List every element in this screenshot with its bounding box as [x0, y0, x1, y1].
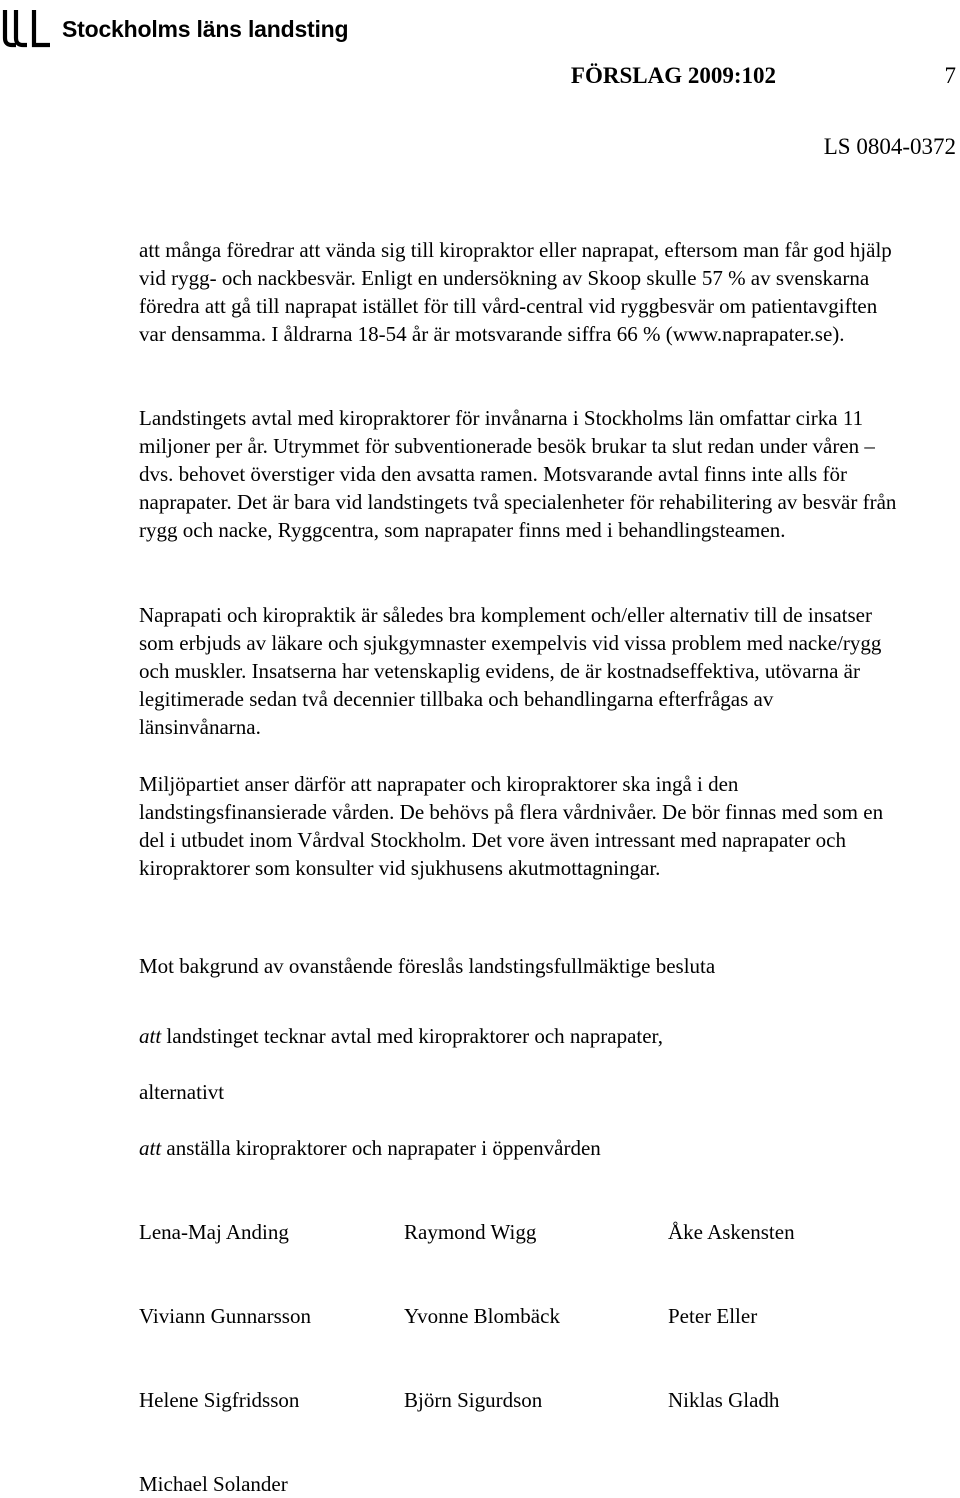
paragraph-4: Miljöpartiet anser därför att naprapater och kiropraktorer ska ingå i den landstingsfinansierade vården. De behövs på flera vårdnivåer. De bör finnas med som en del i utbudet inom Vårdval Stockholm. Det vore även intressant med naprapater och kiropraktorer som konsulter vid sjukhusens akutmottagningar.	[139, 772, 884, 880]
signatory: Björn Sigurdson	[404, 1388, 543, 1412]
att-keyword: att	[139, 1136, 162, 1160]
proposal-1	[139, 1022, 899, 1050]
logo-text: Stockholms läns landsting	[62, 15, 349, 42]
signatory: Raymond Wigg	[404, 1220, 537, 1244]
paragraph-1: att många föredrar att vända sig till kiropraktor eller naprapat, eftersom man får god hjälp vid rygg- och nackbesvär. Enligt en undersökning av Skoop skulle 57 % av svenskarna föredra att gå till naprapat istället för till vård-central vid ryggbesvär om patientavgiften var densamma. I åldrarna 18-54 år är motsvarande siffra 66 % (www.naprapater.se).	[139, 238, 892, 346]
proposal-1-text: landstinget tecknar avtal med kiropraktorer och naprapater,	[161, 1024, 663, 1048]
signatory: Lena-Maj Anding	[139, 1220, 289, 1244]
att-keyword: att	[139, 1024, 162, 1048]
signatory: Yvonne Blombäck	[404, 1304, 560, 1328]
signatory: Niklas Gladh	[668, 1388, 780, 1412]
signatory: Peter Eller	[668, 1304, 758, 1328]
organization-logo	[0, 8, 348, 48]
document-series: FÖRSLAG 2009:102	[570, 63, 776, 88]
page-number: 7	[944, 63, 956, 88]
alternative-label: alternativt	[139, 1080, 225, 1104]
signatory: Michael Solander	[139, 1472, 288, 1496]
proposal-2	[139, 1134, 899, 1162]
paragraph-3: Naprapati och kiropraktik är således bra komplement och/eller alternativ till de insatser som erbjuds av läkare och sjukgymnaster exempelvis vid vissa problem med nacke/rygg och muskler. Insatserna har vetenskaplig evidens, de är kostnadseffektiva, utövarna är legitimerade sedan två decennier tillbaka och behandlingarna efterfrågas av länsinvånarna.	[139, 603, 882, 739]
sll-logo-icon	[0, 8, 52, 48]
diary-number: LS 0804-0372	[823, 134, 956, 159]
signatory: Åke Askensten	[668, 1220, 795, 1244]
proposal-2-text: anställa kiropraktorer och naprapater i öppenvården	[161, 1136, 601, 1160]
decision-intro: Mot bakgrund av ovanstående föreslås landstingsfullmäktige besluta	[139, 954, 716, 978]
signatory: Viviann Gunnarsson	[139, 1304, 311, 1328]
signatory: Helene Sigfridsson	[139, 1388, 300, 1412]
paragraph-2: Landstingets avtal med kiropraktorer för invånarna i Stockholms län omfattar cirka 11 miljoner per år. Utrymmet för subventionerade besök brukar ta slut redan under våren – dvs. behovet överstiger vida den avsatta ramen. Motsvarande avtal finns inte alls för naprapater. Det är bara vid landstingets två specialenheter för rehabilitering av besvär från rygg och nacke, Ryggcentra, som naprapater finns med i behandlingsteamen.	[139, 406, 897, 542]
